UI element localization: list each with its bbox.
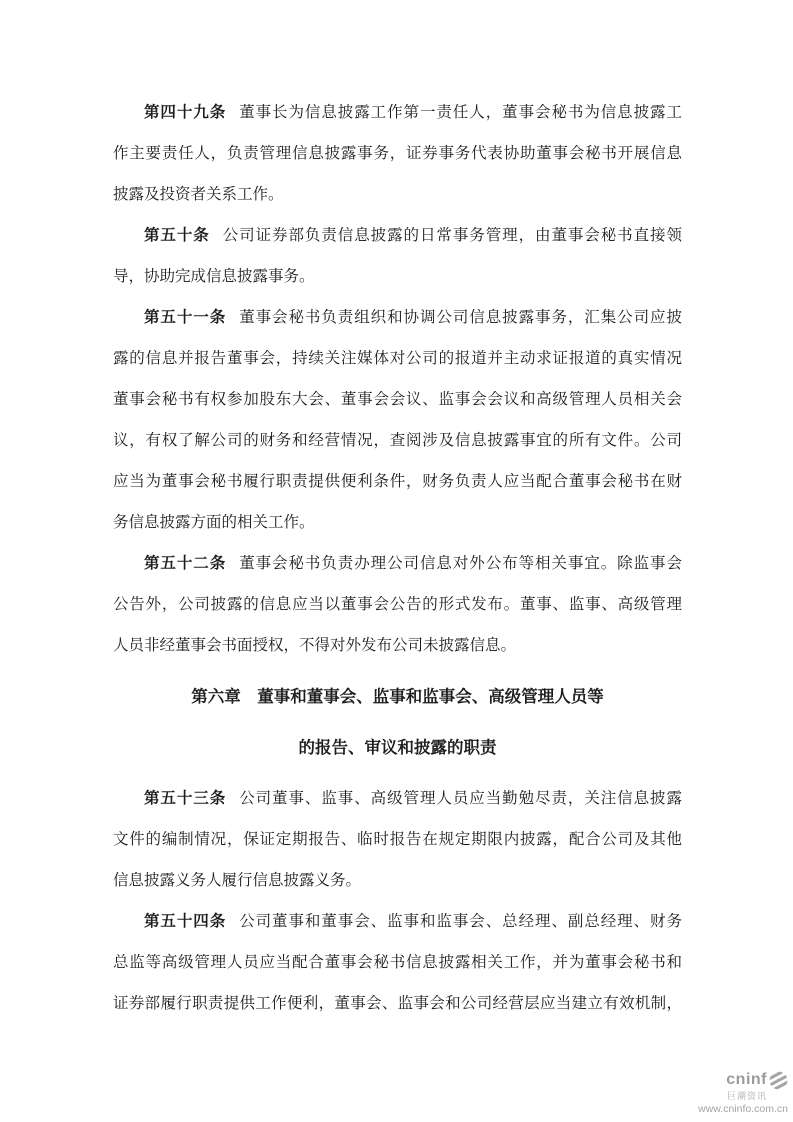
document-line bbox=[113, 297, 682, 338]
article-text: 公司董事和董事会、监事和监事会、总经理、副总经理、财务 bbox=[239, 913, 682, 930]
document-line: 文件的编制情况，保证定期报告、临时报告在规定期限内披露，配合公司及其他 bbox=[113, 831, 682, 848]
article-number: 第五十二条 bbox=[144, 555, 227, 572]
cninfo-logo-row bbox=[698, 1071, 788, 1090]
document-line bbox=[113, 543, 682, 584]
document-line bbox=[113, 901, 682, 942]
document-line: 总监等高级管理人员应当配合董事会秘书信息披露相关工作，并为董事会秘书和 bbox=[113, 954, 682, 971]
document-line: 公告外，公司披露的信息应当以董事会公告的形式发布。董事、监事、高级管理 bbox=[113, 596, 682, 613]
document-line: 披露及投资者关系工作。 bbox=[113, 186, 284, 203]
chapter-heading-line2: 的报告、审议和披露的职责 bbox=[298, 738, 497, 757]
document-line: 作主要责任人，负责管理信息披露事务，证券事务代表协助董事会秘书开展信息 bbox=[113, 145, 682, 162]
chapter-heading: 第六章 董事和董事会、监事和监事会、高级管理人员等 bbox=[191, 687, 604, 706]
document-line: 董事会秘书有权参加股东大会、董事会会议、监事会会议和高级管理人员相关会 bbox=[113, 391, 682, 408]
document-line bbox=[113, 778, 682, 819]
article-number: 第五十三条 bbox=[144, 790, 227, 807]
document-line: 人员非经董事会书面授权，不得对外发布公司未披露信息。 bbox=[113, 637, 517, 654]
document-line: 导，协助完成信息披露事务。 bbox=[113, 268, 315, 285]
article-text: 公司董事、监事、高级管理人员应当勤勉尽责，关注信息披露 bbox=[239, 790, 682, 807]
article-text: 董事会秘书负责办理公司信息对外公布等相关事宜。除监事会 bbox=[239, 555, 682, 572]
article-text: 董事长为信息披露工作第一责任人，董事会秘书为信息披露工 bbox=[239, 104, 682, 121]
article-text: 公司证券部负责信息披露的日常事务管理，由董事会秘书直接领 bbox=[222, 227, 682, 244]
document-line: 议，有权了解公司的财务和经营情况，查阅涉及信息披露事宜的所有文件。公司 bbox=[113, 432, 682, 449]
cninfo-url: www.cninfo.com.cn bbox=[698, 1102, 788, 1115]
document-body bbox=[113, 92, 682, 1024]
document-line: 证券部履行职责提供工作便利，董事会、监事会和公司经营层应当建立有效机制， bbox=[113, 995, 682, 1012]
cninfo-logo-text: cninf bbox=[726, 1071, 767, 1088]
document-line: 露的信息并报告董事会，持续关注媒体对公司的报道并主动求证报道的真实情况 bbox=[113, 350, 682, 367]
document-line: 务信息披露方面的相关工作。 bbox=[113, 514, 315, 531]
article-number: 第五十四条 bbox=[144, 913, 227, 930]
article-number: 第五十条 bbox=[144, 227, 210, 244]
cninfo-chinese-name: 巨潮资讯 bbox=[726, 1090, 767, 1101]
article-number: 第四十九条 bbox=[144, 104, 227, 121]
document-line: 信息披露义务人履行信息披露义务。 bbox=[113, 872, 362, 889]
article-number: 第五十一条 bbox=[144, 309, 227, 326]
cninfo-watermark bbox=[698, 1071, 788, 1115]
document-line: 应当为董事会秘书履行职责提供便利条件，财务负责人应当配合董事会秘书在财 bbox=[113, 473, 682, 490]
document-line bbox=[113, 215, 682, 256]
article-text: 董事会秘书负责组织和协调公司信息披露事务，汇集公司应披 bbox=[239, 309, 682, 326]
cninfo-logo-icon bbox=[769, 1071, 788, 1090]
document-line bbox=[113, 92, 682, 133]
